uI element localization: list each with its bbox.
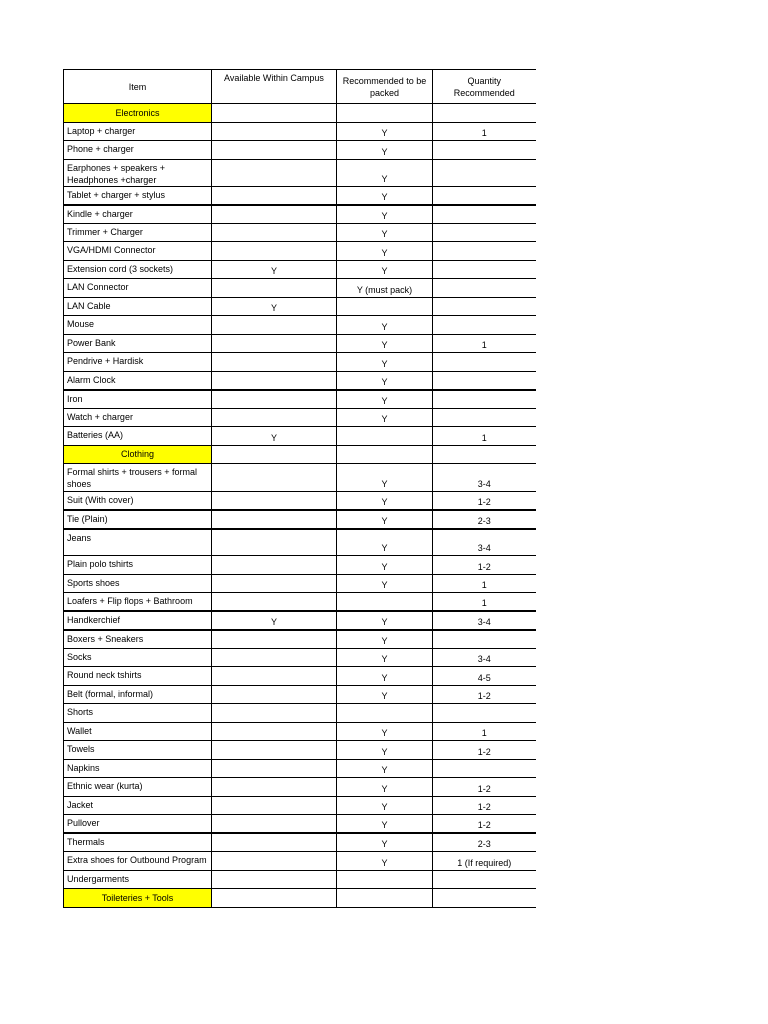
available-cell <box>212 242 337 261</box>
item-cell: Batteries (AA) <box>64 427 212 446</box>
quantity-cell: 3-4 <box>433 611 536 630</box>
quantity-cell: 1 <box>433 574 536 593</box>
table-row <box>64 685 536 704</box>
table-row <box>64 852 536 871</box>
item-cell: Napkins <box>64 759 212 778</box>
item-cell: Boxers + Sneakers <box>64 630 212 649</box>
available-cell <box>212 648 337 667</box>
recommended-cell <box>337 870 433 889</box>
quantity-cell <box>433 759 536 778</box>
item-cell: Tie (Plain) <box>64 510 212 529</box>
table-row <box>64 778 536 797</box>
recommended-cell: Y (must pack) <box>337 279 433 298</box>
recommended-cell: Y <box>337 852 433 871</box>
available-cell <box>212 833 337 852</box>
quantity-cell <box>433 445 536 464</box>
available-cell <box>212 889 337 908</box>
available-cell <box>212 556 337 575</box>
quantity-cell: 1 <box>433 334 536 353</box>
table-row <box>64 427 536 446</box>
quantity-cell <box>433 279 536 298</box>
table-row <box>64 611 536 630</box>
item-cell: Round neck tshirts <box>64 667 212 686</box>
recommended-cell: Y <box>337 159 433 186</box>
recommended-cell: Y <box>337 223 433 242</box>
quantity-cell <box>433 408 536 427</box>
quantity-cell: 1 <box>433 427 536 446</box>
available-cell <box>212 408 337 427</box>
recommended-cell: Y <box>337 667 433 686</box>
available-cell <box>212 279 337 298</box>
section-row <box>64 889 536 908</box>
quantity-cell: 4-5 <box>433 667 536 686</box>
recommended-cell: Y <box>337 141 433 160</box>
item-cell: Pullover <box>64 815 212 834</box>
recommended-cell <box>337 593 433 612</box>
item-cell: Alarm Clock <box>64 371 212 390</box>
available-cell <box>212 371 337 390</box>
item-cell: Trimmer + Charger <box>64 223 212 242</box>
item-cell: VGA/HDMI Connector <box>64 242 212 261</box>
section-label: Clothing <box>64 445 212 464</box>
available-cell <box>212 510 337 529</box>
table-row <box>64 556 536 575</box>
table-row <box>64 371 536 390</box>
recommended-cell <box>337 445 433 464</box>
recommended-cell: Y <box>337 464 433 492</box>
available-cell <box>212 186 337 205</box>
quantity-cell: 1 <box>433 122 536 141</box>
table-row <box>64 159 536 186</box>
available-cell: Y <box>212 297 337 316</box>
quantity-cell <box>433 390 536 409</box>
quantity-cell <box>433 159 536 186</box>
recommended-cell: Y <box>337 371 433 390</box>
header-row <box>64 70 536 104</box>
item-cell: Towels <box>64 741 212 760</box>
table-row <box>64 279 536 298</box>
recommended-cell: Y <box>337 648 433 667</box>
item-cell: Jeans <box>64 529 212 556</box>
quantity-cell <box>433 889 536 908</box>
table-row <box>64 574 536 593</box>
table-row <box>64 759 536 778</box>
item-cell: Undergarments <box>64 870 212 889</box>
recommended-cell: Y <box>337 556 433 575</box>
item-cell: Jacket <box>64 796 212 815</box>
table-row <box>64 316 536 335</box>
table-row <box>64 260 536 279</box>
table-row <box>64 510 536 529</box>
header-recommended: Recommended to be packed <box>337 70 433 104</box>
recommended-cell: Y <box>337 510 433 529</box>
item-cell: Ethnic wear (kurta) <box>64 778 212 797</box>
quantity-cell: 3-4 <box>433 529 536 556</box>
quantity-cell <box>433 630 536 649</box>
item-cell: Tablet + charger + stylus <box>64 186 212 205</box>
quantity-cell <box>433 316 536 335</box>
item-cell: Power Bank <box>64 334 212 353</box>
recommended-cell: Y <box>337 353 433 372</box>
header-quantity: Quantity Recommended <box>433 70 536 104</box>
table-row <box>64 722 536 741</box>
item-cell: Extension cord (3 sockets) <box>64 260 212 279</box>
available-cell <box>212 722 337 741</box>
table-row <box>64 630 536 649</box>
table-row <box>64 334 536 353</box>
quantity-cell: 2-3 <box>433 510 536 529</box>
available-cell <box>212 759 337 778</box>
available-cell <box>212 353 337 372</box>
item-cell: Iron <box>64 390 212 409</box>
recommended-cell: Y <box>337 759 433 778</box>
item-cell: Socks <box>64 648 212 667</box>
available-cell <box>212 778 337 797</box>
quantity-cell <box>433 205 536 224</box>
recommended-cell: Y <box>337 611 433 630</box>
quantity-cell: 1-2 <box>433 556 536 575</box>
item-cell: Kindle + charger <box>64 205 212 224</box>
item-cell: Pendrive + Hardisk <box>64 353 212 372</box>
available-cell <box>212 685 337 704</box>
available-cell <box>212 593 337 612</box>
table-row <box>64 408 536 427</box>
available-cell <box>212 464 337 492</box>
item-cell: Belt (formal, informal) <box>64 685 212 704</box>
header-available: Available Within Campus <box>212 70 337 104</box>
available-cell <box>212 574 337 593</box>
quantity-cell <box>433 141 536 160</box>
quantity-cell <box>433 870 536 889</box>
recommended-cell: Y <box>337 630 433 649</box>
quantity-cell: 1-2 <box>433 492 536 511</box>
available-cell <box>212 852 337 871</box>
available-cell <box>212 122 337 141</box>
available-cell <box>212 870 337 889</box>
item-cell: Watch + charger <box>64 408 212 427</box>
table-row <box>64 529 536 556</box>
table-row <box>64 205 536 224</box>
quantity-cell: 1-2 <box>433 778 536 797</box>
quantity-cell: 1 <box>433 722 536 741</box>
table-row <box>64 492 536 511</box>
available-cell <box>212 390 337 409</box>
item-cell: Thermals <box>64 833 212 852</box>
quantity-cell <box>433 371 536 390</box>
available-cell: Y <box>212 611 337 630</box>
item-cell: Extra shoes for Outbound Program <box>64 852 212 871</box>
quantity-cell <box>433 260 536 279</box>
recommended-cell <box>337 427 433 446</box>
recommended-cell: Y <box>337 316 433 335</box>
table-row <box>64 870 536 889</box>
table-row <box>64 741 536 760</box>
recommended-cell: Y <box>337 796 433 815</box>
available-cell <box>212 667 337 686</box>
quantity-cell: 1 <box>433 593 536 612</box>
table-row <box>64 667 536 686</box>
table-row <box>64 353 536 372</box>
available-cell <box>212 630 337 649</box>
quantity-cell: 2-3 <box>433 833 536 852</box>
recommended-cell: Y <box>337 122 433 141</box>
item-cell: Mouse <box>64 316 212 335</box>
quantity-cell <box>433 242 536 261</box>
table-row <box>64 390 536 409</box>
quantity-cell: 1-2 <box>433 741 536 760</box>
packing-list-table <box>63 69 536 908</box>
table-row <box>64 648 536 667</box>
recommended-cell <box>337 297 433 316</box>
recommended-cell: Y <box>337 529 433 556</box>
available-cell <box>212 704 337 723</box>
item-cell: Earphones + speakers + Headphones +charger <box>64 159 212 186</box>
recommended-cell: Y <box>337 390 433 409</box>
item-cell: LAN Connector <box>64 279 212 298</box>
recommended-cell: Y <box>337 778 433 797</box>
recommended-cell: Y <box>337 722 433 741</box>
recommended-cell: Y <box>337 260 433 279</box>
quantity-cell: 3-4 <box>433 648 536 667</box>
table-row <box>64 464 536 492</box>
item-cell: Suit (With cover) <box>64 492 212 511</box>
available-cell <box>212 159 337 186</box>
item-cell: Handkerchief <box>64 611 212 630</box>
section-row <box>64 104 536 123</box>
available-cell <box>212 223 337 242</box>
table-body <box>64 104 536 908</box>
quantity-cell: 1-2 <box>433 796 536 815</box>
available-cell <box>212 104 337 123</box>
recommended-cell: Y <box>337 242 433 261</box>
available-cell <box>212 815 337 834</box>
section-row <box>64 445 536 464</box>
available-cell <box>212 529 337 556</box>
table-row <box>64 122 536 141</box>
quantity-cell <box>433 704 536 723</box>
quantity-cell <box>433 353 536 372</box>
item-cell: LAN Cable <box>64 297 212 316</box>
table-row <box>64 593 536 612</box>
table-row <box>64 223 536 242</box>
item-cell: Wallet <box>64 722 212 741</box>
table-row <box>64 242 536 261</box>
available-cell <box>212 141 337 160</box>
table-row <box>64 796 536 815</box>
quantity-cell <box>433 186 536 205</box>
recommended-cell: Y <box>337 574 433 593</box>
recommended-cell: Y <box>337 186 433 205</box>
item-cell: Laptop + charger <box>64 122 212 141</box>
recommended-cell: Y <box>337 408 433 427</box>
header-item: Item <box>64 70 212 104</box>
available-cell <box>212 205 337 224</box>
recommended-cell: Y <box>337 334 433 353</box>
item-cell: Sports shoes <box>64 574 212 593</box>
available-cell <box>212 492 337 511</box>
item-cell: Loafers + Flip flops + Bathroom <box>64 593 212 612</box>
available-cell: Y <box>212 427 337 446</box>
item-cell: Plain polo tshirts <box>64 556 212 575</box>
available-cell: Y <box>212 260 337 279</box>
available-cell <box>212 334 337 353</box>
quantity-cell: 3-4 <box>433 464 536 492</box>
quantity-cell: 1-2 <box>433 815 536 834</box>
available-cell <box>212 445 337 464</box>
available-cell <box>212 741 337 760</box>
recommended-cell <box>337 704 433 723</box>
recommended-cell <box>337 104 433 123</box>
recommended-cell: Y <box>337 815 433 834</box>
table-row <box>64 833 536 852</box>
available-cell <box>212 316 337 335</box>
table-row <box>64 815 536 834</box>
table-row <box>64 704 536 723</box>
item-cell: Shorts <box>64 704 212 723</box>
available-cell <box>212 796 337 815</box>
quantity-cell: 1 (If required) <box>433 852 536 871</box>
quantity-cell <box>433 223 536 242</box>
item-cell: Formal shirts + trousers + formal shoes <box>64 464 212 492</box>
recommended-cell: Y <box>337 205 433 224</box>
section-label: Toileteries + Tools <box>64 889 212 908</box>
table-row <box>64 141 536 160</box>
section-label: Electronics <box>64 104 212 123</box>
recommended-cell: Y <box>337 833 433 852</box>
recommended-cell <box>337 889 433 908</box>
recommended-cell: Y <box>337 741 433 760</box>
item-cell: Phone + charger <box>64 141 212 160</box>
recommended-cell: Y <box>337 685 433 704</box>
table-row <box>64 297 536 316</box>
quantity-cell <box>433 104 536 123</box>
quantity-cell <box>433 297 536 316</box>
recommended-cell: Y <box>337 492 433 511</box>
quantity-cell: 1-2 <box>433 685 536 704</box>
table-row <box>64 186 536 205</box>
